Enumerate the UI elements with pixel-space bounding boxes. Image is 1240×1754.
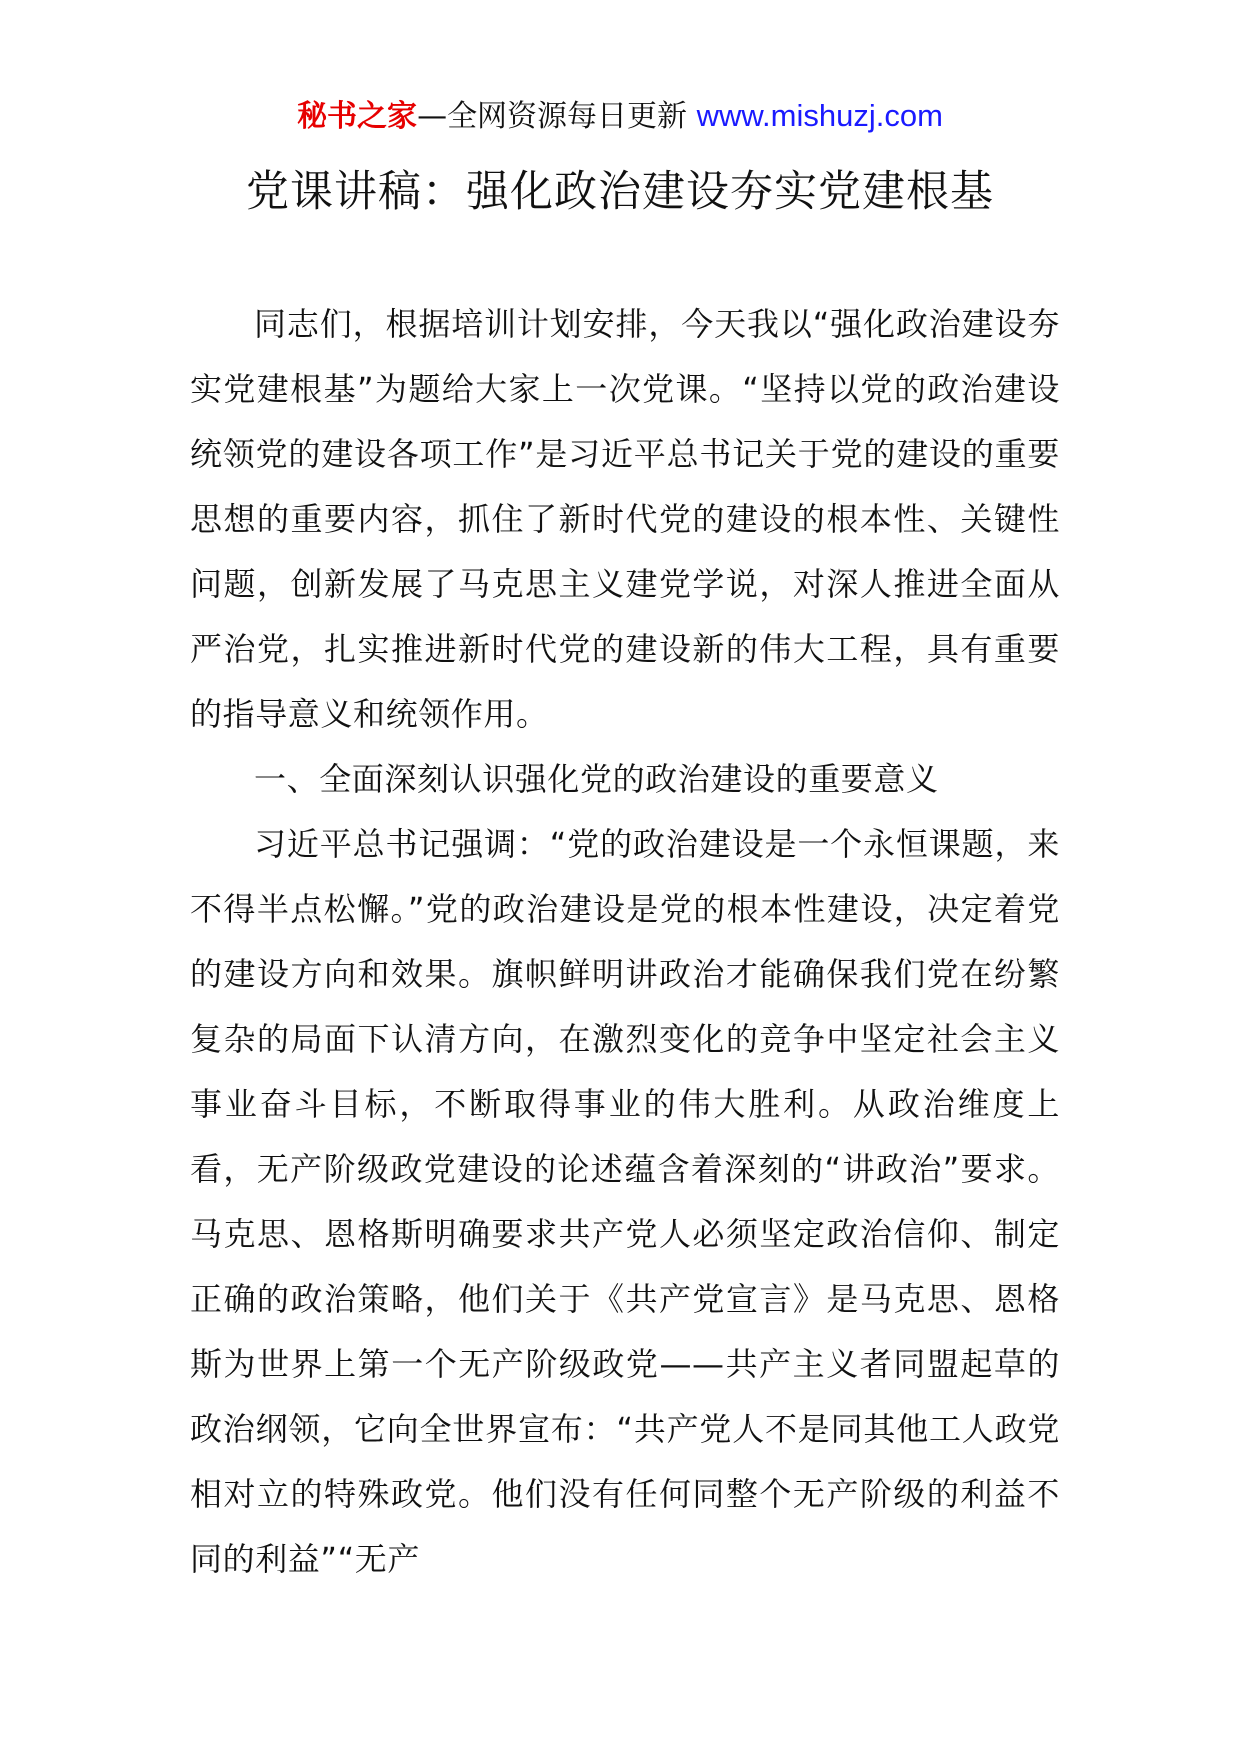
- paragraph-intro: 同志们，根据培训计划安排，今天我以“强化政治建设夯实党建根基”为题给大家上一次党课。“坚持以党的政治建设统领党的建设各项工作”是习近平总书记关于党的建设的重要思想的重要内容，抓住了新时代党的建设的根本性、关键性问题，创新发展了马克思主义建党学说，对深人推进全面从严治党，扎实推进新时代党的建设新的伟大工程，具有重要的指导意义和统领作用。: [190, 305, 1060, 733]
- section-heading-1: 一、全面深刻认识强化党的政治建设的重要意义: [254, 760, 939, 798]
- header-tagline: —全网资源每日更新: [417, 99, 688, 134]
- brand-name: 秘书之家: [297, 99, 418, 134]
- document-title: 党课讲稿：强化政治建设夯实党建根基: [246, 167, 994, 217]
- document-body: [190, 292, 1060, 1592]
- paragraph-section-1: 习近平总书记强调：“党的政治建设是一个永恒课题，来不得半点松懈。”党的政治建设是党的根本性建设，决定着党的建设方向和效果。旗帜鲜明讲政治才能确保我们党在纷繁复杂的局面下认清方向，在激烈变化的竞争中坚定社会主义事业奋斗目标，不断取得事业的伟大胜利。从政治维度上看，无产阶级政党建设的论述蕴含着深刻的“讲政治”要求。马克思、恩格斯明确要求共产党人必须坚定政治信仰、制定正确的政治策略，他们关于《共产党宣言》是马克思、恩格斯为世界上第一个无产阶级政党——共产主义者同盟起草的政治纲领，它向全世界宣布：“共产党人不是同其他工人政党相对立的特殊政党。他们没有任何同整个无产阶级的利益不同的利益”“无产: [190, 825, 1060, 1578]
- site-header: [0, 96, 1240, 137]
- site-url-link[interactable]: www.mishuzj.com: [696, 98, 943, 133]
